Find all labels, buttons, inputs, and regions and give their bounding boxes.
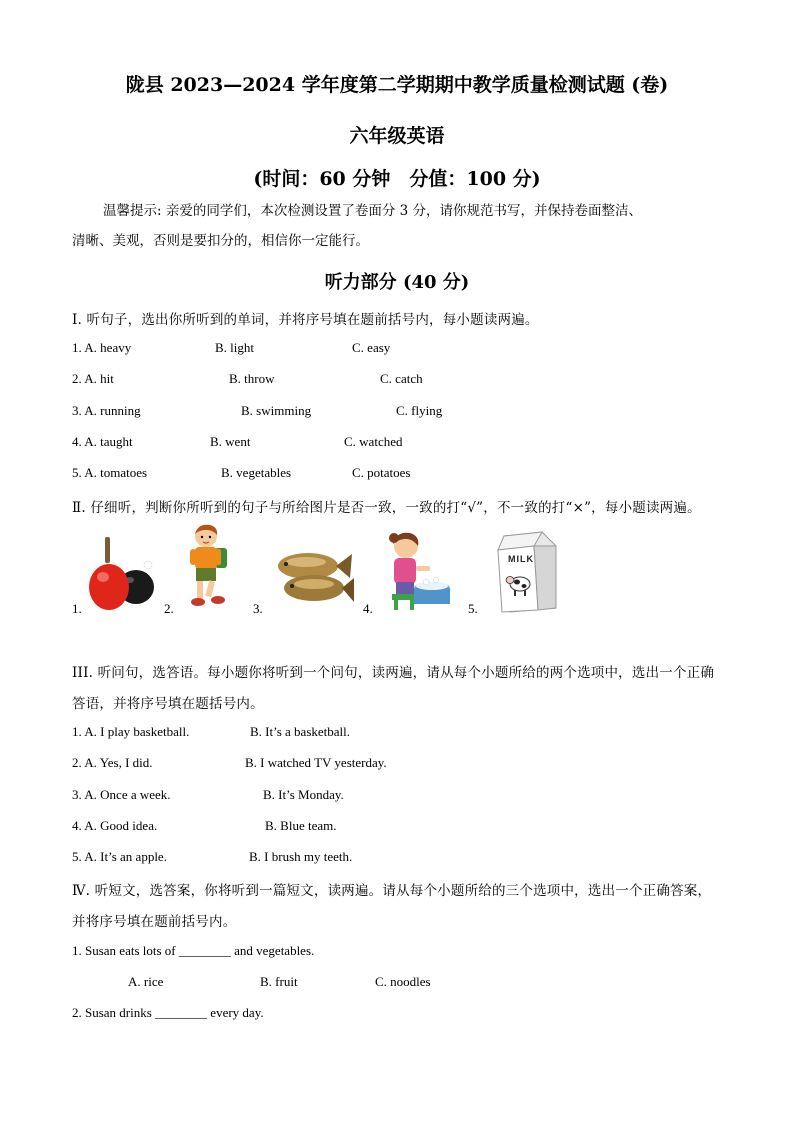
part1-item-1-b: B. light — [215, 340, 255, 355]
part4-q1-option-b: B. fruit — [260, 974, 298, 989]
part3-instruction-2: 答语，并将序号填在题括号内。 — [72, 696, 264, 712]
part2-instruction: Ⅱ. 仔细听，判断你所听到的句子与所给图片是否一致，一致的打“√”，不一致的打“×”，每小题读两遍。 — [72, 500, 701, 516]
milk-label: MILK — [508, 554, 534, 564]
ping-pong-paddle-picture — [84, 535, 158, 613]
picture-number-5: 5. — [468, 601, 478, 616]
part3-item-4-a: 4. A. Good idea. — [72, 818, 158, 833]
listening-heading: 听力部分 (40 分) — [324, 272, 470, 293]
part4-question-1: 1. Susan eats lots of ________ and vegetables. — [72, 943, 315, 958]
part1-item-3-c: C. flying — [396, 403, 443, 418]
milk-carton-picture — [484, 528, 568, 614]
part3-item-5-b: B. I brush my teeth. — [249, 849, 353, 864]
part1-item-3-b: B. swimming — [241, 403, 312, 418]
picture-number-1: 1. — [72, 601, 82, 616]
tip-line-1: 温馨提示: 亲爱的同学们，本次检测设置了卷面分 3 分，请你规范书写，并保持卷面整洁、 — [103, 203, 643, 219]
part1-item-2-b: B. throw — [229, 371, 275, 386]
part4-q1-option-c: C. noodles — [375, 974, 431, 989]
part1-item-5-b: B. vegetables — [221, 465, 292, 480]
part1-item-2-a: 2. A. hit — [72, 371, 114, 386]
part1-item-5-a: 5. A. tomatoes — [72, 465, 148, 480]
exam-title: 陇县 2023—2024 学年度第二学期期中教学质量检测试题 (卷) — [125, 74, 669, 96]
girl-washing-clothes-picture — [380, 528, 456, 612]
part1-item-3-a: 3. A. running — [72, 403, 141, 418]
fish-picture — [268, 540, 354, 610]
part4-q1-option-a: A. rice — [128, 974, 164, 989]
part1-item-4-b: B. went — [210, 434, 251, 449]
part4-question-2: 2. Susan drinks ________ every day. — [72, 1005, 264, 1020]
part3-item-5-a: 5. A. It’s an apple. — [72, 849, 167, 864]
exam-subtitle: 六年级英语 — [349, 125, 445, 147]
part4-instruction-2: 并将序号填在题前括号内。 — [72, 914, 237, 930]
part3-item-1-b: B. It’s a basketball. — [250, 724, 351, 739]
part3-instruction-1: III. 听问句，选答语。每小题你将听到一个问句，读两遍，请从每个小题所给的两个选项中，选出一个正确 — [72, 665, 715, 681]
part1-item-2-c: C. catch — [380, 371, 423, 386]
picture-number-4: 4. — [363, 601, 373, 616]
part1-item-1-c: C. easy — [352, 340, 391, 355]
time-info: (时间：60 分钟 分值：100 分) — [253, 168, 541, 190]
part3-item-4-b: B. Blue team. — [265, 818, 337, 833]
picture-number-3: 3. — [253, 601, 263, 616]
part1-item-4-c: C. watched — [344, 434, 403, 449]
part3-item-3-b: B. It’s Monday. — [263, 787, 344, 802]
part1-instruction: Ⅰ. 听句子，选出你所听到的单词，并将序号填在题前括号内，每小题读两遍。 — [72, 312, 539, 328]
part3-item-2-a: 2. A. Yes, I did. — [72, 755, 153, 770]
picture-number-2: 2. — [164, 601, 174, 616]
part3-item-1-a: 1. A. I play basketball. — [72, 724, 190, 739]
part3-item-3-a: 3. A. Once a week. — [72, 787, 171, 802]
part1-item-1-a: 1. A. heavy — [72, 340, 132, 355]
walking-boy-picture — [182, 522, 234, 612]
tip-line-2: 清晰、美观，否则是要扣分的，相信你一定能行。 — [72, 233, 369, 249]
part3-item-2-b: B. I watched TV yesterday. — [245, 755, 387, 770]
part1-item-5-c: C. potatoes — [352, 465, 411, 480]
part4-instruction-1: Ⅳ. 听短文，选答案，你将听到一篇短文，读两遍。请从每个小题所给的三个选项中，选出一个正确答案， — [72, 883, 712, 899]
part1-item-4-a: 4. A. taught — [72, 434, 133, 449]
